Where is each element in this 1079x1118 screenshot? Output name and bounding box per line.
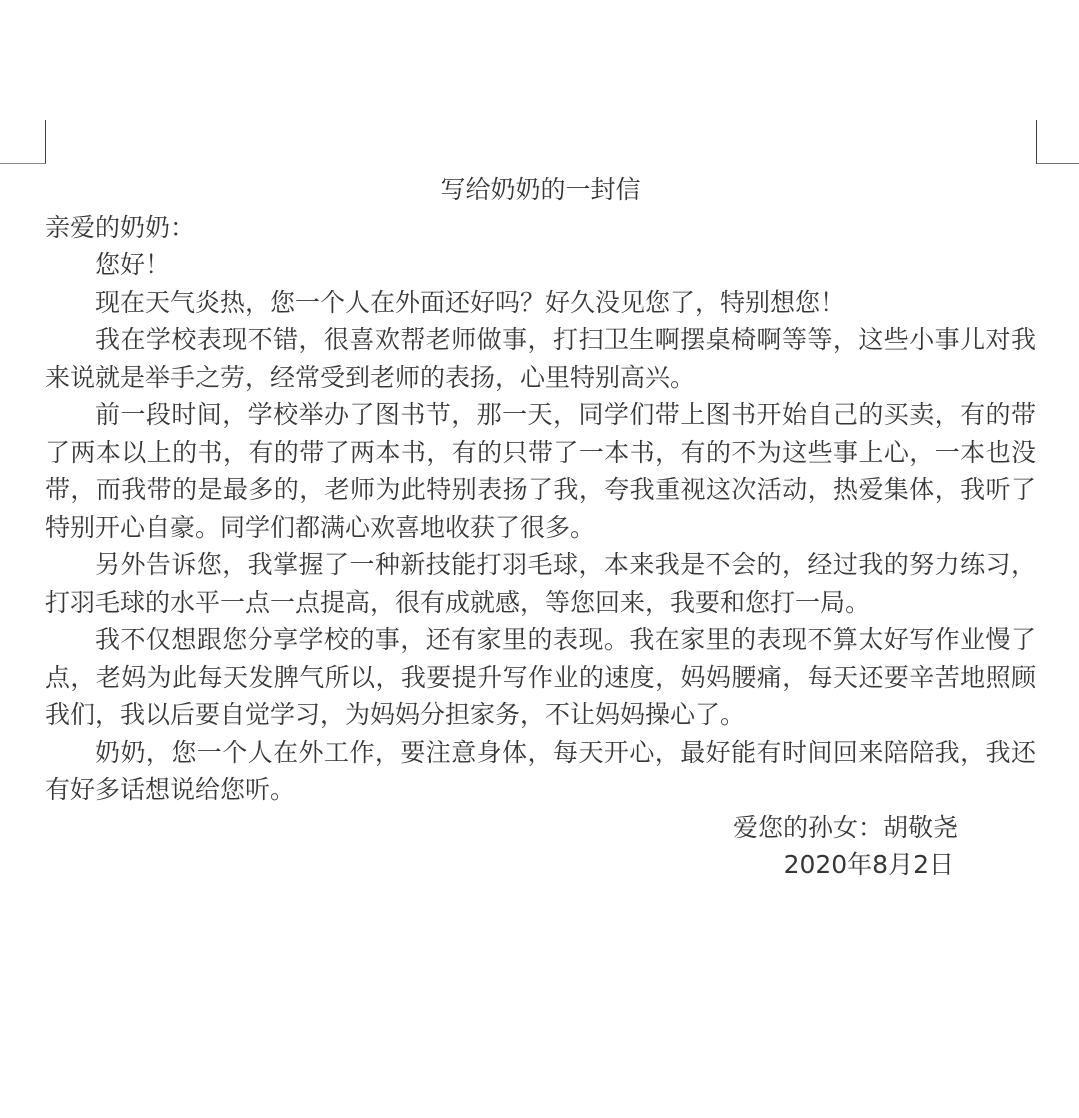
salutation: 亲爱的奶奶： <box>45 212 196 242</box>
letter-paragraph: 前一段时间，学校举办了图书节，那一天，同学们带上图书开始自己的买卖，有的带了两本以上的书，有的带了两本书，有的只带了一本书，有的不为这些事上心，一本也没带，而我带的是最多的，老师为此特别表扬了我，夸我重视这次活动，热爱集体，我听了特别开心自豪。同学们都满心欢喜地收获了很多。 <box>45 400 1036 542</box>
date-line: 2020年8月2日 <box>783 850 954 879</box>
text-boundary-mark-top-left <box>0 120 46 164</box>
letter-paragraph: 现在天气炎热，您一个人在外面还好吗？好久没见您了，特别想您！ <box>95 287 846 317</box>
letter-title: 写给奶奶的一封信 <box>440 175 641 204</box>
signature-line: 爱您的孙女：胡敬尧 <box>732 812 958 842</box>
letter-paragraph: 我在学校表现不错，很喜欢帮老师做事，打扫卫生啊摆桌椅啊等等，这些小事儿对我来说就是举手之劳，经常受到老师的表扬，心里特别高兴。 <box>45 325 1036 392</box>
letter-paragraph: 另外告诉您，我掌握了一种新技能打羽毛球，本来我是不会的，经过我的努力练习，打羽毛球的水平一点一点提高，很有成就感，等您回来，我要和您打一局。 <box>45 550 1036 617</box>
letter-body <box>45 171 1036 884</box>
letter-paragraph: 我不仅想跟您分享学校的事，还有家里的表现。我在家里的表现不算太好写作业慢了点，老妈为此每天发脾气所以，我要提升写作业的速度，妈妈腰痛，每天还要辛苦地照顾我们，我以后要自觉学习，为妈妈分担家务，不让妈妈操心了。 <box>45 625 1036 729</box>
letter-paragraph: 奶奶，您一个人在外工作，要注意身体，每天开心，最好能有时间回来陪陪我，我还有好多话想说给您听。 <box>45 737 1036 804</box>
greeting-line: 您好！ <box>95 250 171 279</box>
text-boundary-mark-top-right <box>1036 120 1079 164</box>
